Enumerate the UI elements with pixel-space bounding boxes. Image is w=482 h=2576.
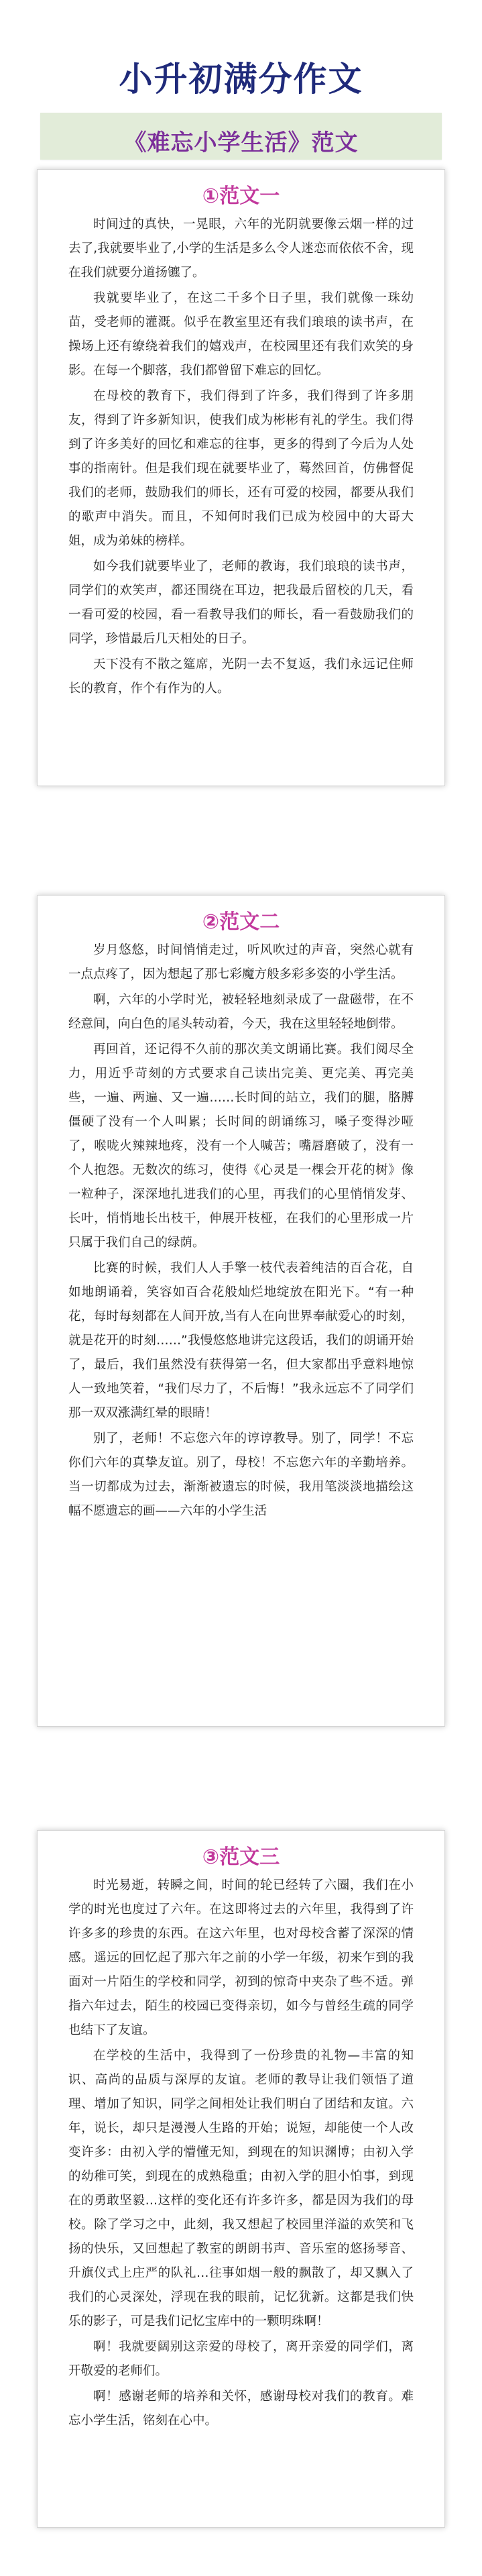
essay-paragraph: 如今我们就要毕业了，老师的教诲，我们琅琅的读书声，同学们的欢笑声，都还围绕在耳边，把我最后留校的几天，看一看可爱的校园，看一看教导我们的师长，看一看鼓励我们的同学，珍惜最后几天相处的日子。 bbox=[68, 559, 414, 646]
essay-paragraph: 我就要毕业了，在这二千多个日子里，我们就像一珠幼苗，受老师的灌溉。似乎在教室里还有我们琅琅的读书声，在操场上还有缭绕着我们的嬉戏声，在校园里还有我们欢笑的身影。在每一个脚落，我们都曾留下难忘的回忆。 bbox=[68, 291, 414, 378]
essay-2-heading: ②范文二 bbox=[202, 910, 280, 934]
essay-paragraph: 别了，老师！不忘您六年的谆谆教导。别了，同学！不忘你们六年的真挚友谊。别了，母校！不忘您六年的辛勤培养。当一切都成为过去，渐渐被遗忘的时候，我用笔淡淡地描绘这幅不愿遗忘的画——六年的小学生活 bbox=[68, 1432, 414, 1518]
essay-paragraph: 时间过的真快，一晃眼，六年的光阴就要像云烟一样的过去了,我就要毕业了,小学的生活是多么令人迷恋而依依不舍，现在我们就要分道扬镳了。 bbox=[68, 217, 414, 280]
essay-card-3 bbox=[37, 1830, 445, 2528]
essay-paragraph: 在学校的生活中，我得到了一份珍贵的礼物—丰富的知识、高尚的品质与深厚的友谊。老师的教导让我们领悟了道理、增加了知识，同学之间相处让我们明白了团结和友谊。六年，说长，却只是漫漫人生路的开始；说短，却能使一个人改变许多：由初入学的懵懂无知，到现在的知识渊博；由初入学的幼稚可笑，到现在的成熟稳重；由初入学的胆小怕事，到现在的勇敢坚毅…这样的变化还有许多许多，都是因为我们的母校。除了学习之中，此刻，我又想起了校园里洋溢的欢笑和飞扬的快乐，又回想起了教室的朗朗书声、音乐室的悠扬琴音、升旗仪式上庄严的队礼…往事如烟一般的飘散了，却又飘入了我们的心灵深处，浮现在我的眼前，记忆犹新。这都是我们快乐的影子，可是我们记忆宝库中的一颗明珠啊！ bbox=[68, 2049, 414, 2328]
essay-paragraph: 在母校的教育下，我们得到了许多，我们得到了许多朋友，得到了许多新知识，使我们成为彬彬有礼的学生。我们得到了许多美好的回忆和难忘的往事，更多的得到了今后为人处事的指南针。但是我们现在就要毕业了，蓦然回首，仿佛督促我们的老师，鼓励我们的师长，还有可爱的校园，都要从我们的歌声中消失。而且，不知何时我们已成为校园中的大哥大姐，成为弟妹的榜样。 bbox=[68, 389, 414, 548]
page-title: 小升初满分作文 bbox=[119, 60, 363, 99]
essay-paragraph: 岁月悠悠，时间悄悄走过，听风吹过的声音，突然心就有一点点疼了，因为想起了那七彩魔方般多彩多姿的小学生活。 bbox=[68, 943, 414, 981]
essay-card-1 bbox=[37, 169, 445, 786]
essay-3-heading: ③范文三 bbox=[202, 1845, 280, 1869]
essay-paragraph: 天下没有不散之筵席，光阴一去不复返，我们永远记住师长的教育，作个有作为的人。 bbox=[68, 657, 414, 696]
essay-1-heading: ①范文一 bbox=[202, 184, 280, 208]
subtitle: 《难忘小学生活》范文 bbox=[123, 129, 359, 156]
essay-paragraph: 时光易逝，转瞬之间，时间的轮已经转了六圈，我们在小学的时光也度过了六年。在这即将过去的六年里，我得到了许许多多的珍贵的东西。在这六年里，也对母校含蓄了深深的情感。遥远的回忆起了那六年之前的小学一年级，初来乍到的我面对一片陌生的学校和同学，初到的惊奇中夹杂了些不适。弹指六年过去，陌生的校园已变得亲切，如今与曾经生疏的同学也结下了友谊。 bbox=[68, 1878, 414, 2037]
essay-paragraph: 比赛的时候，我们人人手擎一枝代表着纯洁的百合花，自如地朗诵着，笑容如百合花般灿烂地绽放在阳光下。“有一种花，每时每刻都在人间开放,当有人在向世界奉献爱心的时刻，就是花开的时刻……”我慢悠悠地讲完这段话，我们的朗诵开始了，最后，我们虽然没有获得第一名，但大家都出乎意料地惊人一致地笑着，“我们尽力了，不后悔！”我永远忘不了同学们那一双双涨满红晕的眼睛！ bbox=[68, 1261, 414, 1420]
essay-paragraph: 啊！感谢老师的培养和关怀，感谢母校对我们的教育。难忘小学生活，铭刻在心中。 bbox=[68, 2390, 414, 2428]
essay-card-2 bbox=[37, 895, 445, 1727]
essay-paragraph: 啊！我就要阔别这亲爱的母校了，离开亲爱的同学们，离开敬爱的老师们。 bbox=[68, 2340, 414, 2378]
essay-paragraph: 再回首，还记得不久前的那次美文朗诵比赛。我们阅尽全力，用近乎苛刻的方式要求自己读出完美、更完美、再完美些，一遍、两遍、又一遍……长时间的站立，我们的腿，胳膊僵硬了没有一个人叫累；长时间的朗诵练习，嗓子变得沙哑了，喉咙火辣辣地疼，没有一个人喊苦；嘴唇磨破了，没有一个人抱怨。无数次的练习，使得《心灵是一棵会开花的树》像一粒种子，深深地扎进我们的心里，再我们的心里悄悄发芽、长叶，悄悄地长出枝干，伸展开枝桠，在我们的心里形成一片只属于我们自己的绿荫。 bbox=[68, 1042, 414, 1250]
essay-paragraph: 啊，六年的小学时光，被轻轻地刻录成了一盘磁带，在不经意间，向白色的尾头转动着，今天，我在这里轻轻地倒带。 bbox=[68, 993, 414, 1031]
